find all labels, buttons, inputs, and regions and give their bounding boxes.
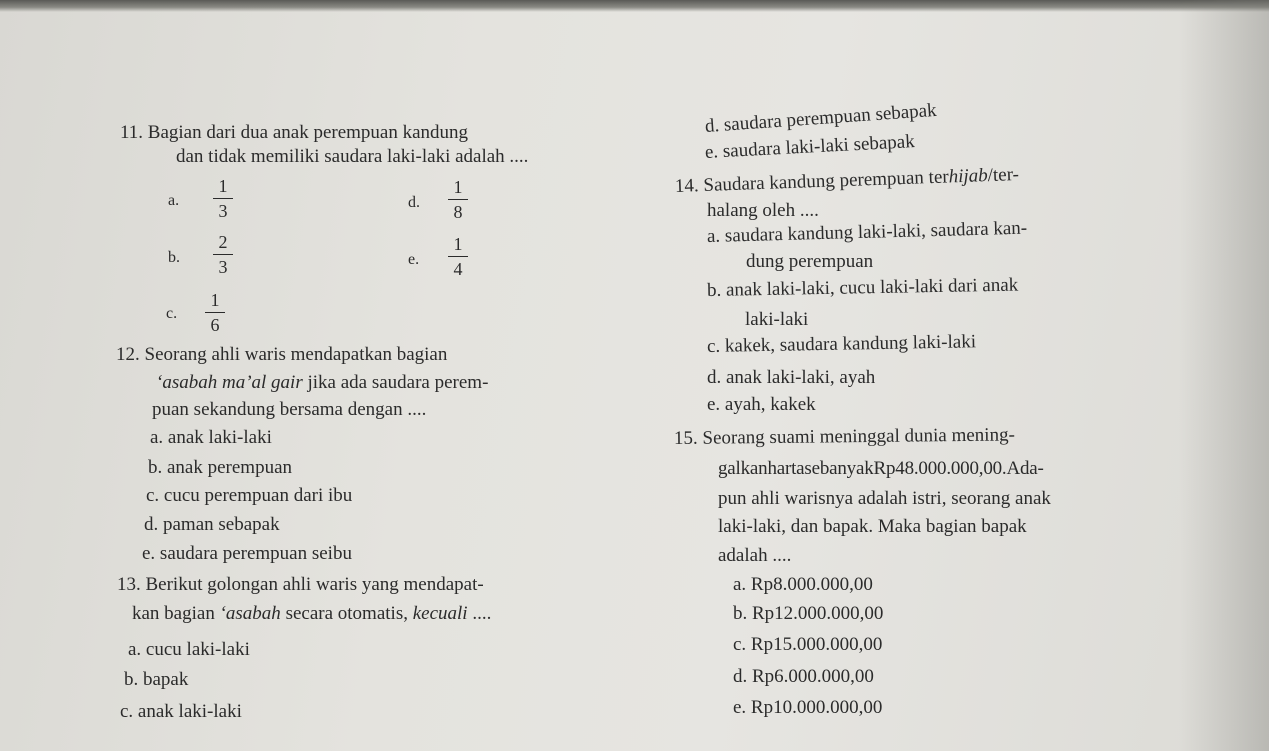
q14-line1-post: /ter- — [987, 163, 1020, 187]
q12-line2-rest: jika ada saudara perem- — [302, 372, 489, 393]
q11-option-a-denominator: 3 — [218, 201, 228, 222]
q11-option-e-text: e. saudara laki-laki sebapak — [704, 131, 916, 163]
q15-option-e: e. Rp10.000.000,00 — [733, 697, 883, 718]
q11-line2: dan tidak memiliki saudara laki-laki adalah .... — [176, 146, 529, 167]
q14-line1-pre: 14. Saudara kandung perempuan ter — [674, 166, 950, 197]
q12-line2-italic: ‘asabah ma’al gair — [156, 372, 303, 393]
q11-option-b-denominator: 3 — [218, 257, 228, 278]
q14-line2: halang oleh .... — [707, 200, 819, 221]
q11-option-c-numerator: 1 — [210, 290, 220, 310]
q11-option-d-denominator: 8 — [453, 202, 463, 223]
q11-option-d-text: d. saudara perempuan sebapak — [704, 99, 938, 137]
q13-line2 — [132, 603, 491, 625]
q12-option-d: d. paman sebapak — [144, 514, 280, 535]
q15-option-a: a. Rp8.000.000,00 — [733, 574, 873, 595]
q14-line1-italic: hijab — [948, 165, 989, 188]
q11-option-d-label: d. — [408, 194, 420, 211]
q12-line3: puan sekandung bersama dengan .... — [152, 399, 427, 420]
q13-line1: 13. Berikut golongan ahli waris yang mendapat- — [117, 574, 484, 595]
q14-option-b-line2: laki-laki — [745, 309, 809, 330]
q11-option-a-fraction — [213, 176, 233, 221]
q15-line4: laki-laki, dan bapak. Maka bagian bapak — [718, 516, 1027, 537]
q11-option-c-denominator: 6 — [210, 315, 220, 336]
q15-option-c: c. Rp15.000.000,00 — [733, 634, 883, 655]
q11-option-b-numerator: 2 — [218, 232, 228, 252]
q13-option-b: b. bapak — [124, 669, 189, 690]
q14-option-e: e. ayah, kakek — [707, 394, 816, 415]
q11-option-a-label: a. — [168, 192, 180, 209]
q11-option-c-fraction — [205, 290, 225, 335]
q15-line5: adalah .... — [718, 545, 792, 566]
q11-option-d-fraction — [448, 177, 468, 222]
q15-line1: 15. Seorang suami meninggal dunia mening- — [673, 424, 1015, 449]
fraction-bar — [448, 256, 468, 257]
q12-option-e: e. saudara perempuan seibu — [142, 543, 352, 564]
q14-option-a-line2: dung perempuan — [746, 251, 874, 272]
q14-line1 — [675, 164, 1020, 198]
q11-line1: 11. Bagian dari dua anak perempuan kandung — [120, 122, 469, 143]
q13-option-c: c. anak laki-laki — [120, 701, 242, 722]
q11-option-a-numerator: 1 — [218, 176, 228, 196]
q13-line2-italic2: kecuali — [412, 603, 468, 624]
q11-option-e-denominator: 4 — [453, 259, 463, 280]
fraction-bar — [213, 254, 233, 255]
q13-line2-pre: kan bagian — [132, 603, 220, 624]
q12-option-c: c. cucu perempuan dari ibu — [146, 485, 353, 506]
q11-option-b-fraction — [213, 232, 233, 277]
fraction-bar — [448, 199, 468, 200]
q11-option-e-label: e. — [408, 251, 420, 268]
q13-option-a: a. cucu laki-laki — [128, 639, 250, 660]
q14-option-d: d. anak laki-laki, ayah — [707, 367, 876, 388]
q13-line2-italic1: ‘asabah — [219, 603, 281, 624]
q11-option-c-label: c. — [166, 305, 178, 322]
q12-line2 — [156, 372, 488, 394]
q11-option-e-fraction — [448, 234, 468, 279]
q11-option-d-numerator: 1 — [453, 177, 463, 197]
q14-option-c: c. kakek, saudara kandung laki-laki — [706, 331, 977, 357]
fraction-bar — [213, 198, 233, 199]
q13-line2-mid: secara otomatis, — [280, 603, 413, 624]
q14-option-b-line1: b. anak laki-laki, cucu laki-laki dari anak — [706, 274, 1019, 301]
fraction-bar — [205, 312, 225, 313]
q15-option-d: d. Rp6.000.000,00 — [733, 666, 874, 687]
page-top-shadow — [0, 0, 1269, 12]
q14-option-a-line1: a. saudara kandung laki-laki, saudara kan- — [706, 217, 1028, 247]
q13-line2-post: .... — [467, 603, 492, 624]
page-right-shadow — [1179, 0, 1269, 751]
q12-line1: 12. Seorang ahli waris mendapatkan bagian — [116, 344, 448, 365]
q11-option-e-numerator: 1 — [453, 234, 463, 254]
q12-option-a: a. anak laki-laki — [150, 427, 272, 448]
q15-line2: galkanhartasebanyakRp48.000.000,00.Ada- — [718, 458, 1044, 479]
q11-option-b-label: b. — [168, 249, 180, 266]
q12-option-b: b. anak perempuan — [148, 457, 293, 478]
q15-option-b: b. Rp12.000.000,00 — [733, 603, 884, 624]
q15-line3: pun ahli warisnya adalah istri, seorang anak — [718, 488, 1051, 509]
